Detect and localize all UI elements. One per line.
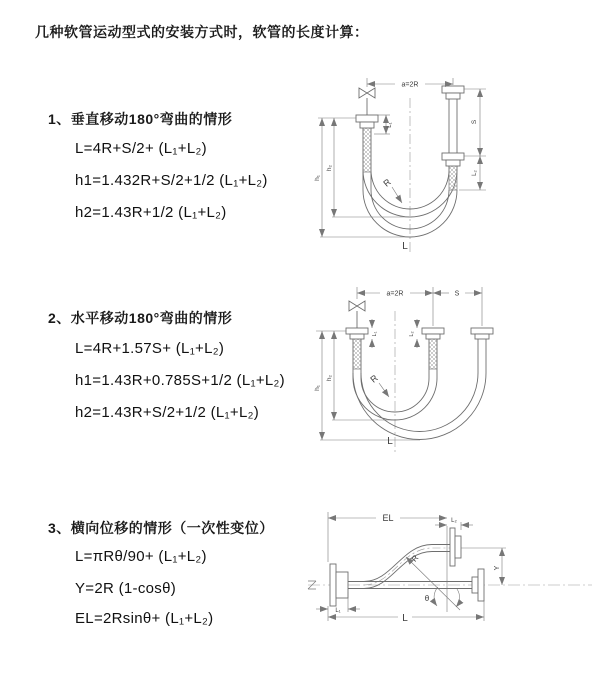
dim-label-h2: h₂: [326, 374, 333, 382]
dim-label-l2: L₂: [472, 170, 478, 176]
dim-label-y: Y: [494, 565, 501, 571]
dim-label-l1: L₁: [335, 608, 341, 614]
dim-label-l1: L₁: [372, 331, 378, 337]
dimension-lines: [316, 512, 506, 621]
hose-outline: [353, 339, 486, 440]
valve-icon: [359, 88, 375, 115]
label-length: L: [402, 241, 408, 252]
formula-line: h2=1.43R+1/2 (L₁+L₂): [75, 204, 227, 221]
label-angle-theta: θ: [424, 594, 430, 603]
page-title: 几种软管运动型式的安装方式时，软管的长度计算：: [35, 24, 369, 40]
dim-label-h1: h₁: [314, 175, 321, 181]
dim-label-h2: h₂: [326, 164, 333, 172]
section-1-heading: 1、垂直移动180°弯曲的情形: [48, 111, 233, 127]
dim-label-h1: h₁: [314, 385, 321, 391]
label-length: L: [387, 436, 393, 447]
dim-label-a2r: a=2R: [386, 290, 404, 298]
label-bend-radius: R: [381, 176, 393, 189]
dim-label-a2r: a=2R: [401, 81, 419, 89]
diagram-lateral-displacement: [300, 500, 600, 655]
formula-line: h2=1.43R+S/2+1/2 (L₁+L₂): [75, 404, 260, 421]
flange-fittings: [330, 528, 484, 606]
formula-line: h1=1.43R+0.785S+1/2 (L₁+L₂): [75, 372, 285, 389]
dim-label-l1: L₁: [387, 122, 393, 128]
dim-label-l2: L₂: [451, 518, 457, 524]
dim-label-el: EL: [382, 513, 394, 523]
label-bend-radius: R: [409, 553, 421, 564]
section-3-heading: 3、横向位移的情形（一次性变位）: [48, 520, 274, 536]
diagram-horizontal-180-bend: [310, 283, 600, 458]
dim-label-l: L: [402, 613, 408, 624]
formula-line: L=4R+1.57S+ (L₁+L₂): [75, 340, 225, 357]
dimension-lines: [316, 287, 482, 440]
formula-line: Y=2R (1-cosθ): [75, 580, 177, 597]
formula-line: EL=2Rsinθ+ (L₁+L₂): [75, 610, 214, 627]
label-bend-radius: R: [368, 372, 380, 385]
dim-label-s: S: [454, 290, 460, 298]
dim-label-l2: L₂: [409, 331, 415, 337]
valve-icon: [349, 301, 365, 328]
diagram-vertical-180-bend: [312, 70, 572, 255]
section-2-heading: 2、水平移动180°弯曲的情形: [48, 310, 233, 326]
formula-line: h1=1.432R+S/2+1/2 (L₁+L₂): [75, 172, 268, 189]
dim-label-s: S: [471, 119, 478, 125]
formula-line: L=4R+S/2+ (L₁+L₂): [75, 140, 207, 157]
flange-fittings: [346, 328, 493, 339]
formula-line: L=πRθ/90+ (L₁+L₂): [75, 548, 207, 565]
